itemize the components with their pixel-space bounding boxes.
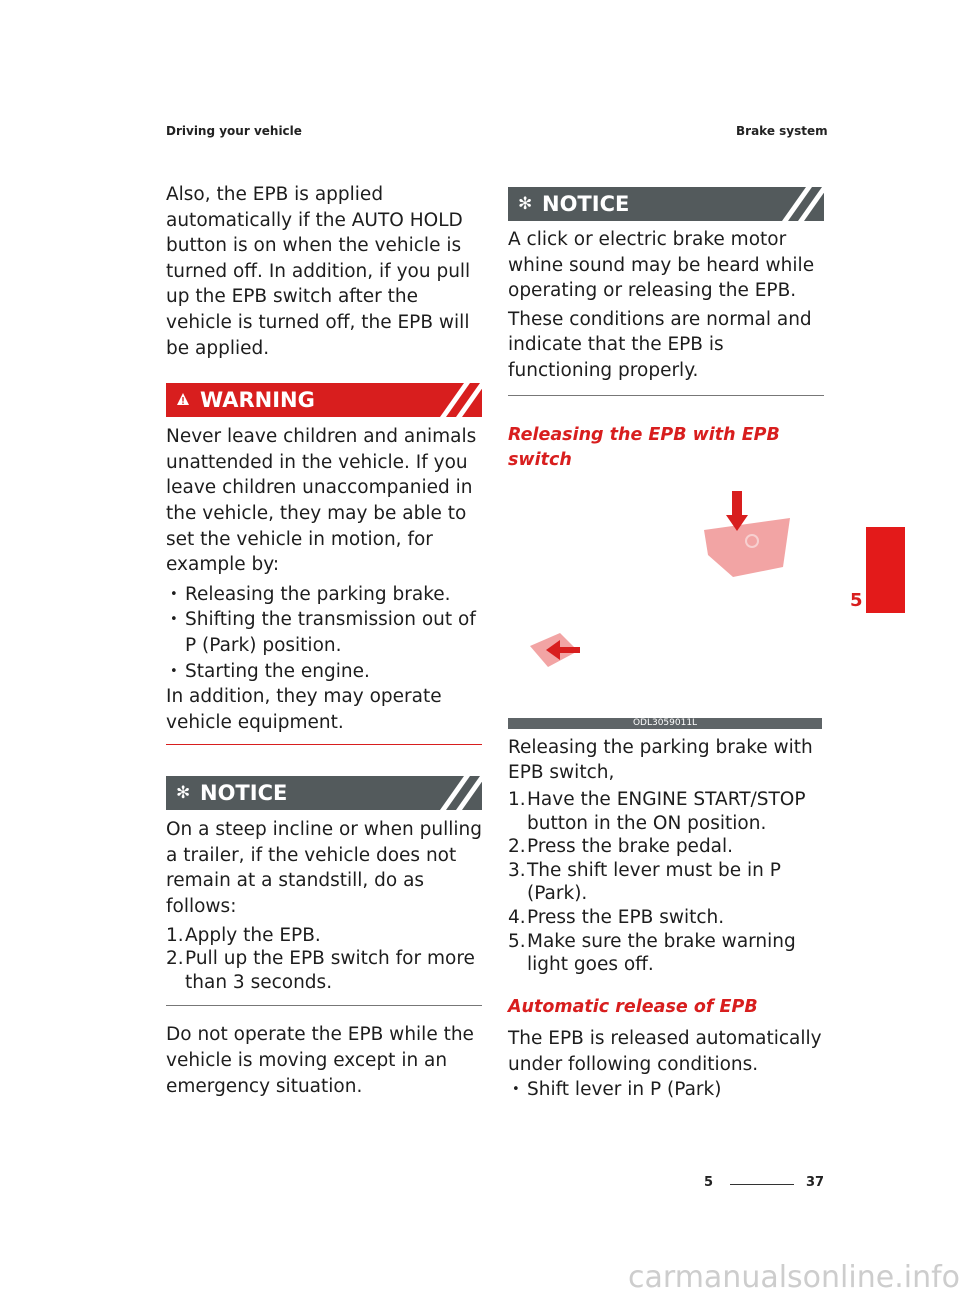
notice-paragraph-1: A click or electric brake motor whine sound may be heard while operating or releasing the EPB.	[508, 229, 815, 302]
banner-stripes	[774, 187, 824, 221]
step-number: 3.	[508, 859, 526, 881]
list-item: • Shifting the transmission out of P (Park) position.	[166, 607, 482, 658]
notice-title: NOTICE	[200, 781, 288, 806]
running-header-left: Driving your vehicle	[166, 124, 302, 138]
step-number: 1.	[508, 788, 526, 810]
release-intro: Releasing the parking brake with EPB switch,	[508, 736, 813, 784]
banner-stripes	[432, 383, 482, 417]
list-item	[166, 947, 482, 994]
step-text: Have the ENGINE START/STOP button in the ON position.	[527, 788, 806, 834]
running-header-right: Brake system	[736, 124, 828, 138]
chapter-side-number: 5	[850, 590, 863, 611]
intro-paragraph: Also, the EPB is applied automatically if the AUTO HOLD button is on when the vehicle is turned off. In addition, if you pull up the EPB switch after the vehicle is turned off, the EPB will be applied.	[166, 184, 471, 359]
warning-list	[166, 582, 482, 684]
page-number: 37	[806, 1175, 825, 1190]
notice-steps	[166, 924, 482, 995]
closing-paragraph: Do not operate the EPB while the vehicle is moving except in an emergency situation.	[166, 1024, 474, 1097]
section-heading-release: Releasing the EPB with EPB switch	[508, 424, 780, 471]
auto-release-text: The EPB is released automatically under following conditions.	[508, 1028, 822, 1075]
list-item	[508, 788, 824, 835]
step-number: 2.	[166, 948, 184, 970]
list-item: • Releasing the parking brake.	[166, 582, 482, 608]
asterisk-icon: ✻	[518, 194, 533, 214]
auto-release-list	[508, 1077, 824, 1103]
footer-chapter: 5	[704, 1175, 714, 1190]
step-text: The shift lever must be in P (Park).	[527, 859, 781, 905]
notice-text: On a steep incline or when pulling a trailer, if the vehicle does not remain at a standstill, do as follows:	[166, 819, 482, 918]
banner-stripes	[432, 776, 482, 810]
warning-text: Never leave children and animals unattended in the vehicle. If you leave children unaccompanied in the vehicle, they may be able to set the vehicle in motion, for example by:	[166, 426, 477, 576]
warning-banner	[166, 383, 482, 417]
chapter-side-tab	[866, 527, 905, 613]
warning-title: WARNING	[200, 388, 315, 413]
epb-switch-figure	[508, 489, 822, 729]
section-heading-auto-release: Automatic release of EPB	[508, 996, 758, 1017]
list-item	[508, 906, 824, 930]
step-number: 5.	[508, 930, 526, 952]
notice-title: NOTICE	[542, 192, 630, 216]
step-text: Pull up the EPB switch for more than 3 seconds.	[185, 948, 475, 993]
notice-banner	[508, 187, 824, 221]
list-item: • Starting the engine.	[166, 659, 482, 685]
notice-banner	[166, 776, 482, 810]
step-text: Press the brake pedal.	[527, 836, 734, 858]
step-text: Apply the EPB.	[185, 924, 321, 946]
list-item	[508, 859, 824, 906]
list-item	[508, 930, 824, 977]
list-item	[166, 924, 482, 948]
list-item: • Shift lever in P (Park)	[508, 1077, 824, 1103]
release-steps	[508, 788, 824, 977]
notice-paragraph-2: These conditions are normal and indicate that the EPB is functioning properly.	[508, 308, 812, 381]
figure-code: ODL3059011L	[508, 718, 822, 729]
left-column	[166, 182, 482, 1099]
asterisk-icon: ✻	[176, 783, 191, 804]
step-text: Make sure the brake warning light goes off.	[527, 930, 796, 976]
right-column	[508, 187, 824, 1103]
epb-switch-illustration	[508, 489, 822, 718]
watermark: carmanualsonline.info	[628, 1260, 960, 1295]
step-number: 4.	[508, 906, 526, 928]
step-number: 1.	[166, 924, 184, 946]
footer-rule	[730, 1184, 794, 1185]
step-number: 2.	[508, 836, 526, 858]
warning-triangle-icon	[176, 383, 200, 417]
list-item	[508, 835, 824, 859]
step-text: Press the EPB switch.	[527, 906, 725, 928]
warning-after: In addition, they may operate vehicle equipment.	[166, 686, 442, 733]
